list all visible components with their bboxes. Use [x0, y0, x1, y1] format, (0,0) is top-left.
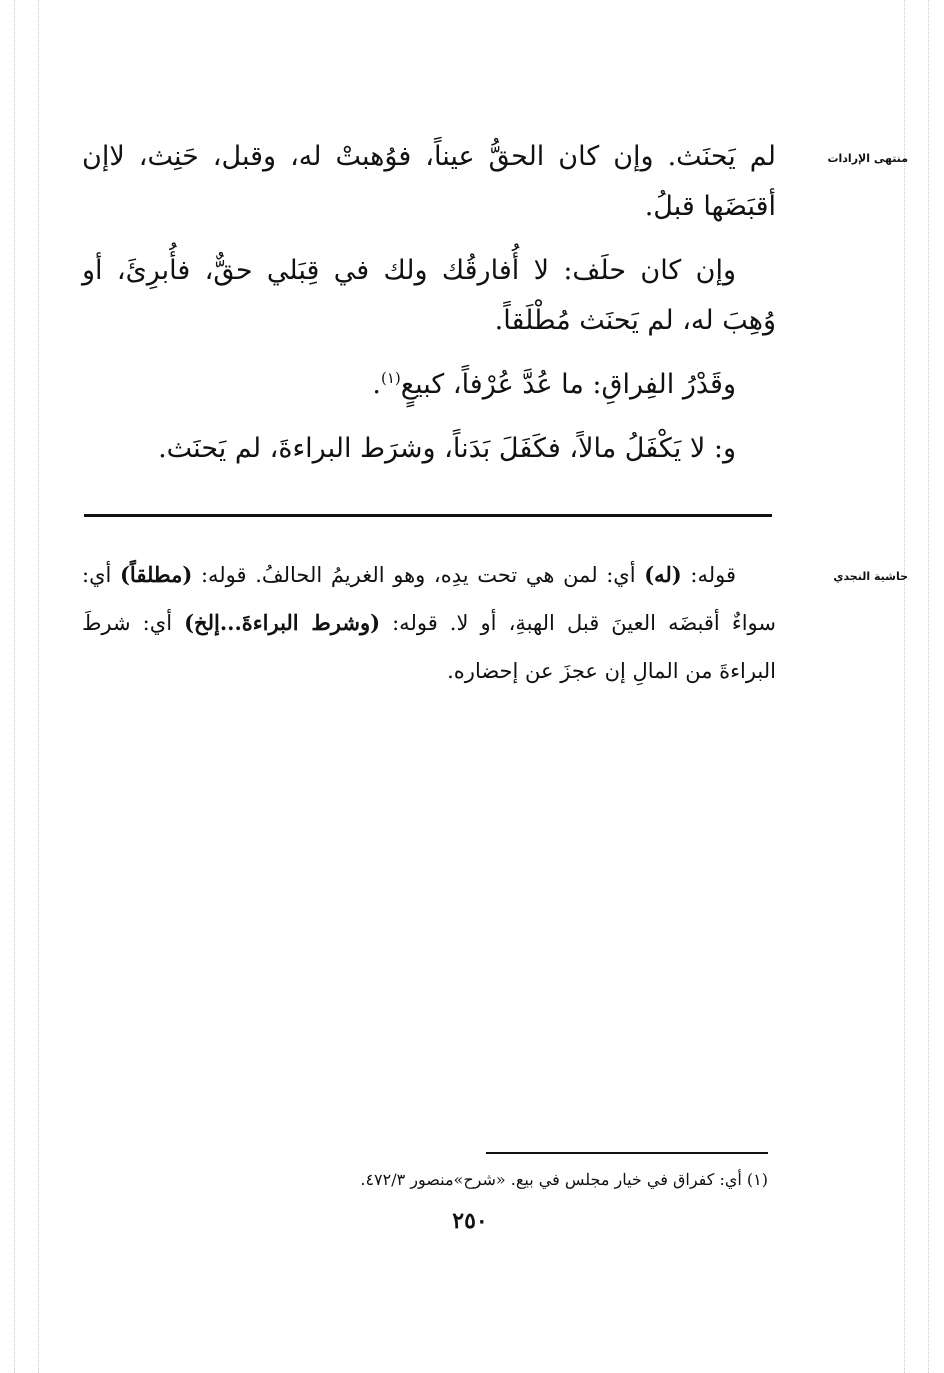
commentary-paragraph [82, 551, 776, 695]
main-paragraph-text: وقَدْرُ الفِراقِ: ما عُدَّ عُرْفاً، كبيعٍ [400, 369, 736, 400]
commentary-quoted-term: (له) [644, 562, 682, 587]
main-paragraph-end: . [372, 369, 381, 400]
side-label-commentary-source: حاشية النجدي [833, 570, 908, 583]
commentary-text [82, 551, 776, 695]
commentary-quoted-term: (وشرط البراءةَ...إلخ) [184, 610, 381, 635]
main-paragraph: و: لا يَكْفَلُ مالاً، فكَفَلَ بَدَناً، وشرَط البراءةَ، لم يَحنَث. [158, 433, 736, 464]
scan-artifact-line [38, 0, 39, 1373]
footnote-divider [486, 1152, 768, 1154]
footnote-marker[interactable]: (١) [380, 369, 401, 387]
page-number: ٢٥٠ [452, 1208, 488, 1234]
main-paragraph: لم يَحنَث. وإن كان الحقُّ عيناً، فوُهبتْ له، وقبل، حَنِث، لاإن أقبَضَها قبلُ. [82, 141, 776, 222]
footnote: (١) أي: كفراق في خيار مجلس في بيع. «شرح»منصور ٤٧٢/٣. [360, 1170, 768, 1189]
commentary-text-run: أي: لمن هي تحت يدِه، وهو الغريمُ الحالفُ. قوله: [192, 563, 645, 587]
side-label-main-source: منتهى الإرادات [827, 152, 908, 165]
commentary-text-run: أي: شرطَ البراءةَ من المالِ إن عجزَ عن إحضاره. [82, 611, 776, 683]
scan-artifact-line [904, 0, 905, 1373]
scan-artifact-line [928, 0, 929, 1373]
main-text [82, 132, 776, 488]
section-divider [84, 514, 772, 517]
main-paragraph: وإن كان حلَف: لا أُفارقُك ولك في قِبَلي حقٌّ، فأُبرِئَ، أو وُهِبَ له، لم يَحنَث مُطْلَقاً. [82, 255, 776, 336]
scan-artifact-line [14, 0, 15, 1373]
main-paragraph [82, 360, 776, 410]
commentary-text-run: أي: سواءٌ أقبضَه العينَ قبل الهبةِ، أو لا. قوله: [82, 563, 776, 635]
commentary-text-run: قوله: [681, 563, 737, 587]
commentary-quoted-term: (مطلقاً) [119, 562, 193, 587]
